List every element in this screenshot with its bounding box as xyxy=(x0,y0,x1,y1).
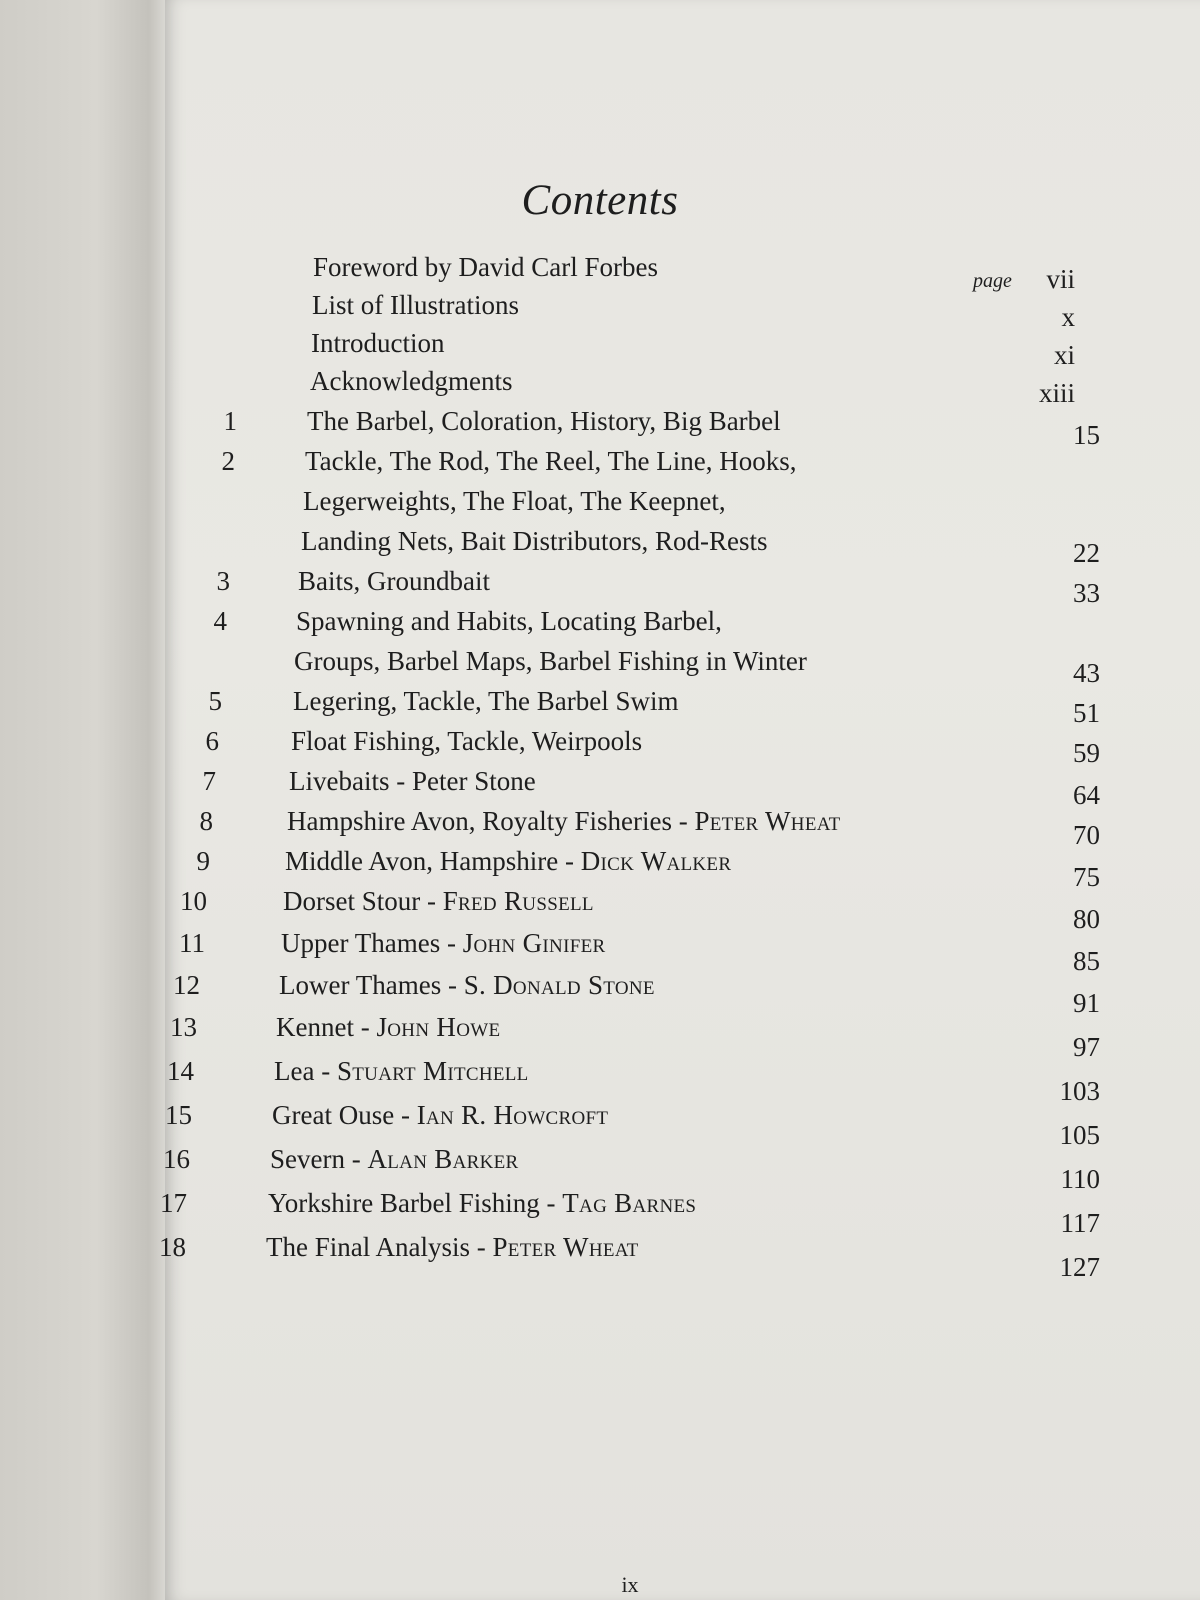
chapter-number: 12 xyxy=(173,970,200,1000)
front-matter-title: Acknowledgments xyxy=(310,366,513,396)
chapter-author: Dick Walker xyxy=(580,846,732,876)
chapter-title xyxy=(274,1056,529,1087)
chapter-title-text: Severn - xyxy=(270,1144,368,1174)
chapter-title xyxy=(281,928,605,959)
chapter-author: John Ginifer xyxy=(462,928,606,958)
chapter-title-text: Middle Avon, Hampshire - xyxy=(285,846,581,876)
chapter-number: 5 xyxy=(208,686,222,716)
chapter-page: 15 xyxy=(1073,420,1100,450)
chapter-number: 15 xyxy=(165,1100,192,1130)
chapter-page: 75 xyxy=(1073,862,1100,892)
front-matter-page: vii xyxy=(1046,264,1075,294)
chapter-title-text: Float Fishing, Tackle, Weirpools xyxy=(291,726,643,756)
chapter-page: 80 xyxy=(1073,904,1100,934)
chapter-number: 11 xyxy=(179,928,205,958)
chapter-number: 14 xyxy=(167,1056,194,1086)
chapter-title-text: Dorset Stour - xyxy=(283,886,443,916)
chapter-title-text: Legerweights, The Float, The Keepnet, xyxy=(303,486,726,516)
chapter-number: 4 xyxy=(213,606,227,636)
chapter-title xyxy=(301,526,767,557)
chapter-number: 10 xyxy=(180,886,207,916)
chapter-author: Peter Wheat xyxy=(492,1232,639,1262)
chapter-author: S. Donald Stone xyxy=(463,970,655,1000)
chapter-title-text: Landing Nets, Bait Distributors, Rod-Rests xyxy=(301,526,768,556)
chapter-title xyxy=(303,486,726,517)
chapter-page: 43 xyxy=(1073,658,1100,688)
chapter-title xyxy=(307,406,781,437)
chapter-number: 3 xyxy=(216,566,230,596)
chapter-title-text: Livebaits - Peter Stone xyxy=(289,766,536,796)
chapter-title-text: Great Ouse - xyxy=(272,1100,417,1130)
front-matter-page: xi xyxy=(1053,340,1075,370)
chapter-number: 1 xyxy=(223,406,237,436)
chapter-page: 59 xyxy=(1073,738,1100,768)
chapter-page: 51 xyxy=(1073,698,1100,728)
chapter-author: John Howe xyxy=(376,1012,501,1042)
chapter-page: 64 xyxy=(1073,780,1100,810)
chapter-number: 8 xyxy=(199,806,213,836)
chapter-title xyxy=(285,846,731,877)
chapter-page: 103 xyxy=(1059,1076,1100,1106)
front-matter-page: x xyxy=(1061,302,1075,332)
chapter-title-text: Yorkshire Barbel Fishing - xyxy=(268,1188,563,1218)
chapter-title-text: Kennet - xyxy=(276,1012,377,1042)
chapter-page: 105 xyxy=(1059,1120,1100,1150)
chapter-title-text: Groups, Barbel Maps, Barbel Fishing in Winter xyxy=(294,646,807,676)
chapter-title xyxy=(287,806,841,837)
chapter-number: 17 xyxy=(160,1188,187,1218)
chapter-title xyxy=(291,726,642,757)
chapter-number: 2 xyxy=(221,446,235,476)
chapter-title-text: Lea - xyxy=(274,1056,337,1086)
chapter-page: 85 xyxy=(1073,946,1100,976)
chapter-number: 16 xyxy=(163,1144,190,1174)
chapter-number: 7 xyxy=(202,766,216,796)
chapter-author: Fred Russell xyxy=(442,886,594,916)
chapter-page: 117 xyxy=(1060,1208,1100,1238)
chapter-number: 6 xyxy=(205,726,219,756)
chapter-title xyxy=(298,566,490,597)
chapter-number: 13 xyxy=(170,1012,197,1042)
chapter-author: Ian R. Howcroft xyxy=(416,1100,609,1130)
chapter-title xyxy=(276,1012,500,1043)
chapter-page: 91 xyxy=(1073,988,1100,1018)
chapter-title xyxy=(293,686,679,717)
chapter-title xyxy=(279,970,655,1001)
chapter-title-text: The Final Analysis - xyxy=(266,1232,493,1262)
chapter-title-text: Spawning and Habits, Locating Barbel, xyxy=(296,606,722,636)
chapter-title xyxy=(289,766,536,797)
chapter-author: Stuart Mitchell xyxy=(336,1056,529,1086)
chapter-page: 110 xyxy=(1060,1164,1100,1194)
chapter-author: Alan Barker xyxy=(367,1144,519,1174)
chapter-number: 9 xyxy=(196,846,210,876)
chapter-title-text: Baits, Groundbait xyxy=(298,566,490,596)
chapter-title-text: Upper Thames - xyxy=(281,928,463,958)
chapter-page: 70 xyxy=(1073,820,1100,850)
page-label: page xyxy=(973,270,1012,292)
chapter-title-text: Hampshire Avon, Royalty Fisheries - xyxy=(287,806,695,836)
front-matter-title: Introduction xyxy=(311,328,445,358)
chapter-title-text: Tackle, The Rod, The Reel, The Line, Hooks, xyxy=(305,446,797,476)
contents-heading: Contents xyxy=(521,177,679,224)
front-matter-title: List of Illustrations xyxy=(312,290,519,320)
chapter-author: Peter Wheat xyxy=(694,806,841,836)
front-matter-page: xiii xyxy=(1038,378,1075,408)
chapter-author: Tag Barnes xyxy=(562,1188,697,1218)
front-matter-title: Foreword by David Carl Forbes xyxy=(313,252,658,282)
chapter-number: 18 xyxy=(159,1232,186,1262)
chapter-page: 97 xyxy=(1073,1032,1100,1062)
chapter-title xyxy=(272,1100,608,1131)
chapter-title-text: Legering, Tackle, The Barbel Swim xyxy=(293,686,679,716)
chapter-title xyxy=(270,1144,518,1175)
chapter-title xyxy=(296,606,722,637)
chapter-page: 33 xyxy=(1073,578,1100,608)
chapter-title xyxy=(305,446,797,477)
chapter-title xyxy=(283,886,594,917)
chapter-title-text: Lower Thames - xyxy=(279,970,464,1000)
chapter-title xyxy=(266,1232,639,1263)
chapter-page: 127 xyxy=(1059,1252,1100,1282)
chapter-title xyxy=(268,1188,696,1219)
chapter-page: 22 xyxy=(1073,538,1100,568)
chapter-title xyxy=(294,646,807,677)
page-folio: ix xyxy=(621,1572,639,1597)
chapter-title-text: The Barbel, Coloration, History, Big Barbel xyxy=(307,406,781,436)
